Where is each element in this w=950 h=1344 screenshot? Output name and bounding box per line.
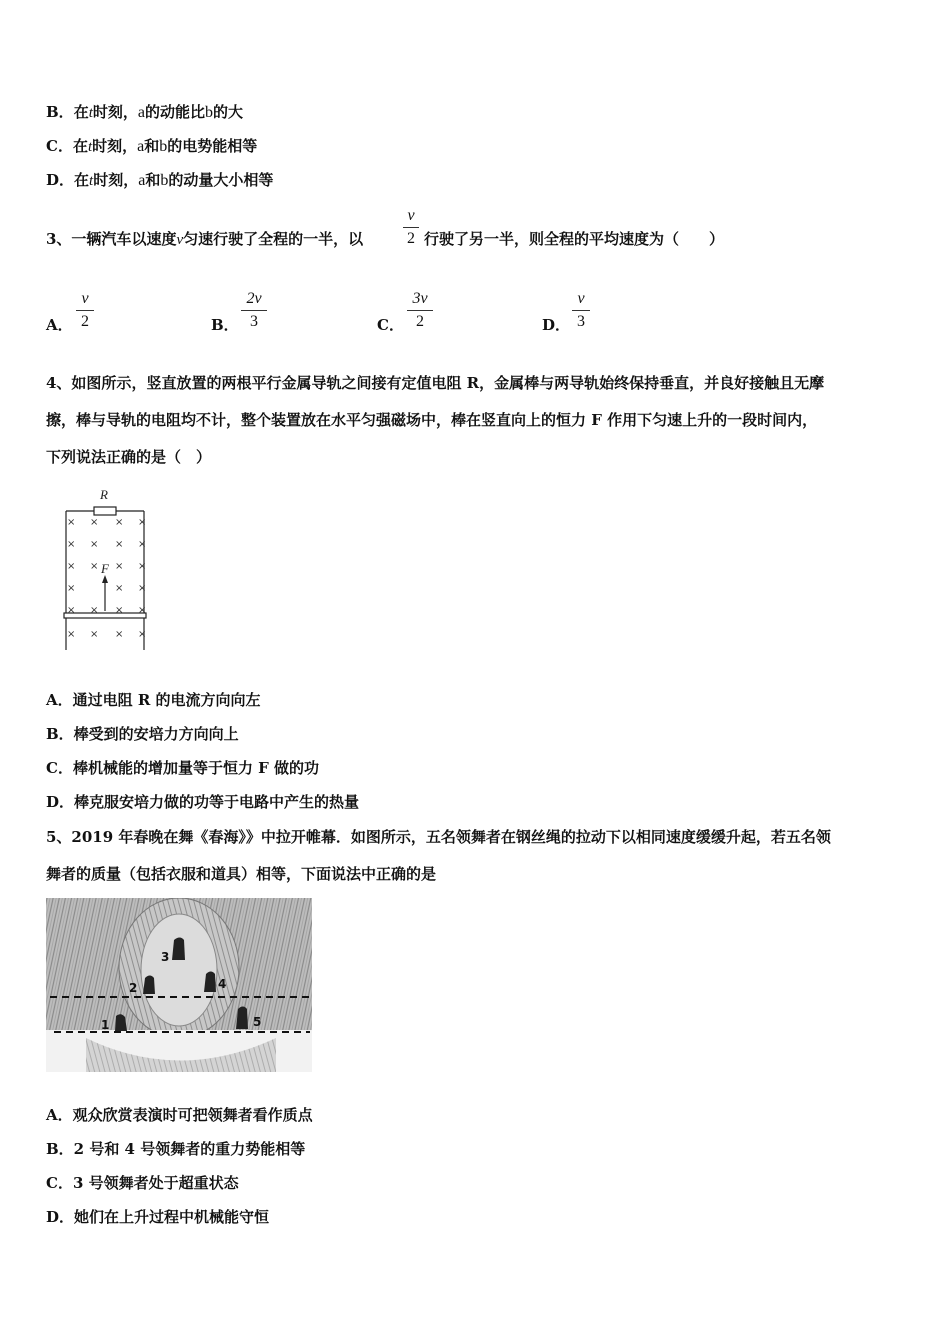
field-mark: × [115, 539, 124, 550]
dancer-3-label: 3 [161, 950, 170, 964]
field-mark: × [67, 517, 76, 528]
q5-stem-line-2: 舞者的质量（包括衣服和道具）相等，下面说法中正确的是 [46, 865, 437, 883]
q3-option-b-fraction: 2v 3 [241, 290, 267, 331]
q2-option-b: B．在t时刻，a的动能比b的大 [46, 103, 244, 121]
field-mark: × [67, 539, 76, 550]
field-mark: × [115, 629, 124, 640]
q4-option-a: A．通过电阻 R 的电流方向向左 [46, 691, 261, 709]
q3-option-a-label: A． [46, 316, 73, 334]
q3-option-c-fraction: 3v 2 [407, 290, 433, 331]
q5-option-c: C．3 号领舞者处于超重状态 [46, 1174, 239, 1192]
q4-option-b: B．棒受到的安培力方向向上 [46, 725, 239, 743]
q5-option-a: A．观众欣赏表演时可把领舞者看作质点 [46, 1106, 313, 1124]
dancer-1-label: 1 [101, 1018, 110, 1032]
field-mark: × [90, 629, 99, 640]
field-mark: × [138, 629, 147, 640]
q5-stem-line-1: 5、2019 年春晚在舞《春海》》中拉开帷幕．如图所示，五名领舞者在钢丝绳的拉动下以相同速度缓缓升起，若五名领 [46, 828, 831, 846]
q4-stem-line-1: 4、如图所示，竖直放置的两根平行金属导轨之间接有定值电阻 R，金属棒与两导轨始终保持垂直，并良好接触且无摩 [46, 374, 825, 392]
dancer-4-label: 4 [218, 977, 227, 991]
field-mark: × [115, 605, 124, 616]
field-mark: × [138, 539, 147, 550]
q4-stem-line-3: 下列说法正确的是（ ） [46, 448, 212, 466]
field-mark: × [67, 583, 76, 594]
field-mark: × [115, 517, 124, 528]
q3-option-d-fraction: v 3 [572, 290, 590, 331]
dancer-3-figure [172, 938, 185, 961]
dancer-5-label: 5 [253, 1015, 262, 1029]
q4-label-f: F [101, 561, 109, 576]
field-mark: × [138, 561, 147, 572]
field-mark: × [138, 583, 147, 594]
q3-option-b-label: B． [211, 316, 239, 334]
field-mark: × [115, 583, 124, 594]
q4-label-r: R [100, 487, 108, 502]
field-mark: × [115, 561, 124, 572]
field-mark: × [67, 605, 76, 616]
dancer-2-label: 2 [129, 981, 138, 995]
q3-option-c-label: C． [377, 316, 404, 334]
field-mark: × [138, 605, 147, 616]
q2-option-c: C．在t时刻，a和b的电势能相等 [46, 137, 258, 155]
q4-circuit-figure [60, 485, 150, 653]
q3-option-d-label: D． [542, 316, 571, 334]
q5-option-b: B．2 号和 4 号领舞者的重力势能相等 [46, 1140, 306, 1158]
field-mark: × [90, 561, 99, 572]
field-mark: × [138, 517, 147, 528]
q4-stem-line-2: 擦，棒与导轨的电阻均不计，整个装置放在水平匀强磁场中，棒在竖直向上的恒力 F 作用下匀速上升的一段时间内， [46, 411, 818, 429]
q2-option-d: D．在t时刻，a和b的动量大小相等 [46, 171, 274, 189]
q4-option-d: D．棒克服安培力做的功等于电路中产生的热量 [46, 793, 360, 811]
q4-option-c: C．棒机械能的增加量等于恒力 F 做的功 [46, 759, 320, 777]
field-mark: × [90, 517, 99, 528]
field-mark: × [67, 561, 76, 572]
field-mark: × [90, 539, 99, 550]
q3-stem-fraction: v 2 [403, 207, 419, 248]
field-mark: × [90, 605, 99, 616]
q5-option-d: D．她们在上升过程中机械能守恒 [46, 1208, 270, 1226]
q3-stem-part3: 行驶了另一半，则全程的平均速度为（ ） [424, 230, 725, 248]
field-mark: × [67, 629, 76, 640]
q3-option-a-fraction: v 2 [76, 290, 94, 331]
q3-stem-part1: 3、一辆汽车以速度v匀速行驶了全程的一半，以 [46, 230, 364, 248]
q5-stage-photo [46, 898, 312, 1072]
